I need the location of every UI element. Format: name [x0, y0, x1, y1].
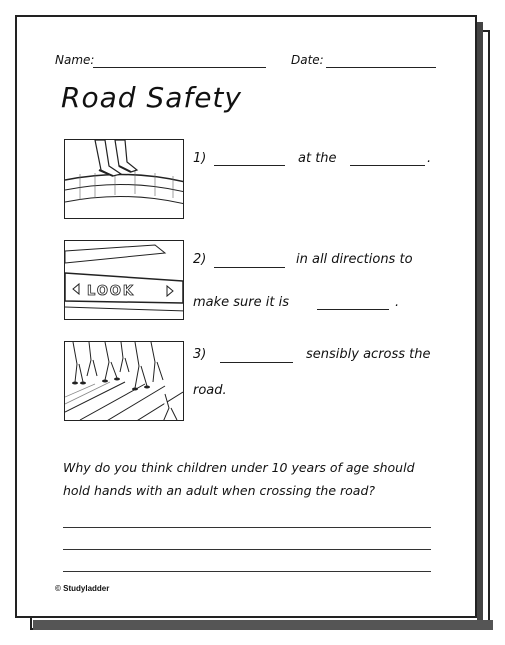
question-1-text-1: at the	[298, 151, 337, 166]
question-2-blank-2[interactable]	[317, 309, 389, 310]
question-1-number: 1)	[193, 151, 207, 166]
look-text: LOOK	[87, 284, 135, 299]
front-sheet-shadow	[477, 22, 483, 620]
answer-line-1[interactable]	[63, 527, 431, 528]
back-sheet-shadow	[33, 620, 493, 630]
footer-brand-name: Studyladder	[63, 584, 110, 593]
people-crossing-illustration	[64, 341, 184, 421]
name-label: Name:	[55, 53, 95, 67]
feet-at-kerb-illustration	[64, 139, 184, 219]
look-road-marking-illustration	[64, 240, 184, 320]
question-2-number: 2)	[193, 252, 207, 267]
question-1-blank-1[interactable]	[214, 165, 285, 166]
worksheet-page	[15, 15, 477, 618]
question-2-text-2: make sure it is	[193, 295, 290, 310]
question-2-text-1: in all directions to	[296, 252, 413, 267]
page-title: Road Safety	[61, 81, 242, 114]
question-1-blank-2[interactable]	[350, 165, 425, 166]
answer-line-2[interactable]	[63, 549, 431, 550]
date-field[interactable]	[326, 67, 436, 68]
copyright-icon: ©	[55, 584, 61, 593]
prompt-line-2: hold hands with an adult when crossing the road?	[63, 483, 376, 498]
prompt-line-1: Why do you think children under 10 years of age should	[63, 460, 415, 475]
question-3-text-1: sensibly across the	[306, 347, 431, 362]
question-2-blank-1[interactable]	[214, 267, 285, 268]
answer-line-3[interactable]	[63, 571, 431, 572]
question-1-text-2: .	[427, 151, 432, 166]
question-3-blank-1[interactable]	[220, 362, 293, 363]
name-field[interactable]	[93, 67, 266, 68]
date-label: Date:	[291, 53, 324, 67]
question-3-text-2: road.	[193, 383, 227, 398]
footer-brand	[55, 584, 109, 593]
question-2-text-3: .	[395, 295, 400, 310]
question-3-number: 3)	[193, 347, 207, 362]
